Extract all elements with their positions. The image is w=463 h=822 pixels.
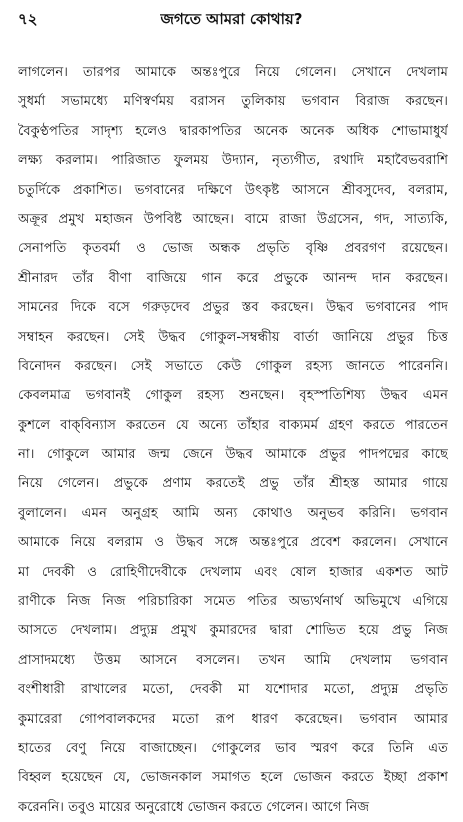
text-line: আমাকে নিয়ে বলরাম ও উদ্ধব সঙ্গে অন্তঃপুরে প্রবেশ করলেন। সেখানে (18, 535, 448, 551)
text-line: বুলালেন। এমন অনুগ্রহ আমি অন্য কোথাও অনুভব করিনি। ভগবান (18, 505, 448, 521)
text-line: সেনাপতি কৃতবর্মা ও ভোজ অন্ধক প্রভৃতি বৃষ্ণি প্রবরগণ রয়েছেন। (18, 241, 448, 257)
text-line: হাতের বেণু নিয়ে বাজাচ্ছেন। গোকুলের ভাব স্মরণ করে তিনি এত (18, 740, 448, 756)
page-header (18, 6, 445, 32)
text-line: সামনের দিকে বসে গরুড়দেব প্রভুর স্তব করছেন। উদ্ধব ভগবানের পাদ (18, 300, 448, 316)
body-text (18, 58, 448, 822)
text-line: করেননি। তবুও মায়ের অনুরোধে ভোজন করতে গেলেন। আগে নিজ (18, 799, 370, 815)
text-line: নিয়ে গেলেন। প্রভুকে প্রণাম করতেই প্রভু তাঁর শ্রীহস্ত আমার গায়ে (18, 476, 448, 492)
text-line: সম্বাহন করছেন। সেই উদ্ধব গোকুল-সম্বন্ধীয় বার্তা জানিয়ে প্রভুর চিত্ত (18, 329, 448, 345)
text-line: কুমারেরা গোপবালকদের মতো রূপ ধারণ করেছেন। ভগবান আমার (18, 711, 448, 727)
text-line: সুধর্মা সভামধ্যে মণিস্বর্ণময় বরাসন তুলিকায় ভগবান বিরাজ করছেন। (18, 94, 448, 110)
text-line: বিহ্বল হয়েছেন যে, ভোজনকাল সমাগত হলে ভোজন করতে ইচ্ছা প্রকাশ (18, 770, 448, 786)
text-line: কেবলমাত্র ভগবানই গোকুল রহস্য শুনছেন। বৃহস্পতিশিষ্য উদ্ধব এমন (18, 388, 448, 404)
text-line: অক্রূর প্রমুখ মহাজন উপবিষ্ট আছেন। বামে রাজা উগ্রসেন, গদ, সাত্যকি, (18, 211, 448, 227)
text-line: লক্ষ্য করলাম। পারিজাত ফুলময় উদ্যান, নৃত্যগীত, রথাদি মহাবৈভবরাশি (18, 153, 448, 169)
text-line: লাগলেন। তারপর আমাকে অন্তঃপুরে নিয়ে গেলেন। সেখানে দেখলাম (18, 65, 448, 80)
text-line: চতুর্দিকে প্রকাশিত। ভগবানের দক্ষিণে উৎকৃষ্ট আসনে শ্রীবসুদেব, বলরাম, (18, 182, 448, 198)
text-line: বৈকুণ্ঠপতির সাদৃশ্য হলেও দ্বারকাপতির অনেক অনেক অধিক শোভামাধুর্য (18, 123, 448, 139)
text-line: রাণীকে নিজ নিজ পরিচারিকা সমেত পতির অভ্যর্থনার্থ অভিমুখে এগিয়ে (18, 594, 448, 610)
text-line: না। গোকুলে আমার জন্ম জেনে উদ্ধব আমাকে প্রভুর পাদপদ্মের কাছে (18, 447, 448, 463)
text-line: মা দেবকী ও রোহিণীদেবীকে দেখলাম এবং ষোল হাজার একশত আট (18, 564, 448, 580)
page-number: ৭২ (18, 10, 38, 28)
running-title: জগতে আমরা কোথায়? (160, 10, 303, 28)
text-line: শ্রীনারদ তাঁর বীণা বাজিয়ে গান করে প্রভুকে আনন্দ দান করছেন। (18, 270, 448, 286)
text-line: বিনোদন করছেন। সেই সভাতে কেউ গোকুল রহস্য জানতে পারেননি। (18, 358, 448, 374)
text-line: আসতে দেখলাম। প্রদ্যুম্ন প্রমুখ কুমারদের দ্বারা শোভিত হয়ে প্রভু নিজ (18, 623, 448, 639)
text-line: বংশীধারী রাখালের মতো, দেবকী মা যশোদার মতো, প্রদ্যুম্ন প্রভৃতি (18, 682, 448, 698)
text-line: প্রাসাদমধ্যে উত্তম আসনে বসলেন। তখন আমি দেখলাম ভগবান (18, 652, 448, 668)
text-line: কুশলে বাক্‌বিন্যাস করতেন যে অন্যে তাঁহার বাক্যমর্ম গ্রহণ করতে পারতেন (18, 417, 448, 433)
